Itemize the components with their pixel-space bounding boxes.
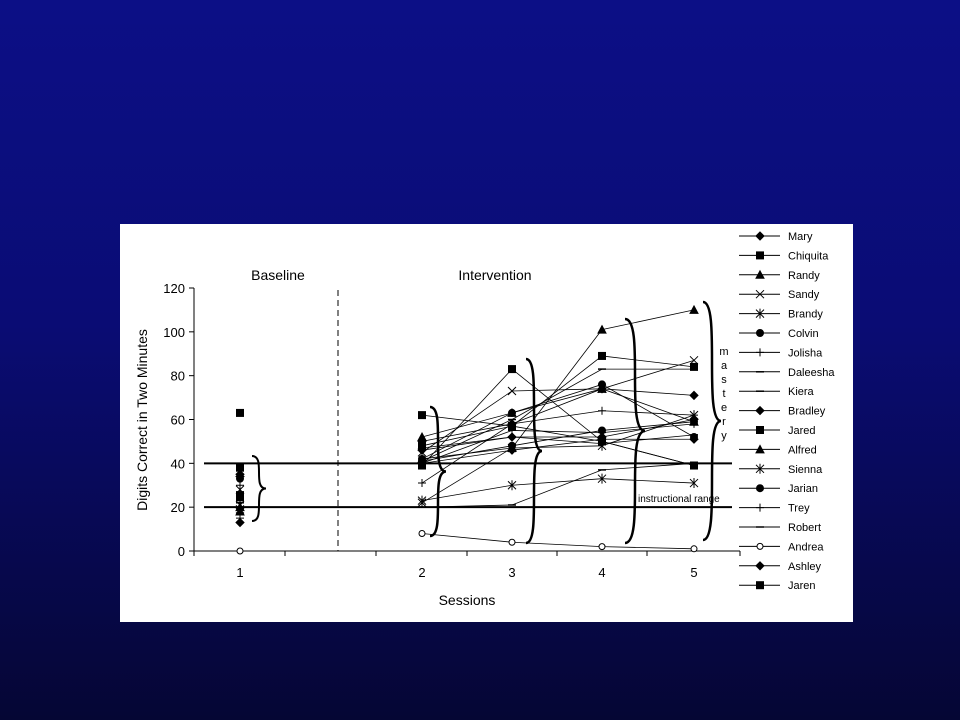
- legend-item-alfred: [739, 444, 817, 456]
- legend-marker: [756, 232, 764, 240]
- legend-item-jaren: [739, 580, 816, 592]
- y-tick-label: 40: [170, 456, 185, 472]
- data-point: [690, 306, 698, 314]
- data-point: [599, 544, 605, 550]
- legend-label: Jarian: [788, 483, 818, 496]
- legend-marker: [757, 543, 763, 549]
- legend-item-chiquita: [739, 250, 829, 262]
- data-point: [237, 464, 244, 471]
- x-tick-label: 2: [418, 565, 426, 580]
- mastery-letter: a: [720, 360, 728, 372]
- mastery-letter: r: [722, 416, 726, 428]
- legend-marker: [757, 330, 764, 337]
- series-jarian: [237, 381, 698, 471]
- phase-label-baseline: Baseline: [251, 267, 305, 283]
- phase-label-intervention: Intervention: [458, 267, 532, 283]
- legend-item-bradley: [739, 406, 826, 418]
- series-ashley: [236, 435, 698, 526]
- series-chiquita: [237, 352, 698, 449]
- legend-marker: [756, 562, 764, 570]
- legend-label: Kiera: [788, 386, 814, 399]
- series-line: [422, 533, 694, 548]
- legend-label: Bradley: [788, 405, 826, 418]
- data-point: [236, 500, 244, 510]
- legend-label: Brandy: [788, 308, 823, 321]
- series-robert: [236, 463, 698, 507]
- data-point: [690, 391, 698, 399]
- legend-item-randy: [739, 270, 820, 282]
- data-point: [509, 539, 515, 545]
- data-point: [509, 366, 516, 373]
- series-randy: [236, 306, 698, 515]
- legend-item-ashley: [739, 561, 822, 573]
- legend-label: Trey: [788, 502, 810, 515]
- data-point: [237, 548, 243, 554]
- series-line: [422, 415, 694, 503]
- y-axis-label: Digits Correct in Two Minutes: [134, 329, 150, 511]
- data-point: [418, 433, 426, 441]
- series-colvin: [237, 418, 698, 482]
- legend-label: Alfred: [788, 444, 817, 457]
- data-point: [236, 519, 244, 527]
- legend-label: Sandy: [788, 289, 820, 302]
- legend-label: Sienna: [788, 463, 823, 476]
- x-tick-label: 4: [598, 565, 606, 580]
- series-alfred: [236, 385, 698, 511]
- data-point: [509, 409, 516, 416]
- brace-baseline: [252, 456, 266, 521]
- legend-label: Andrea: [788, 541, 824, 554]
- brace-session-2: [430, 407, 446, 536]
- mastery-label: [719, 346, 728, 442]
- legend-marker: [757, 582, 764, 589]
- x-tick-label: 1: [236, 565, 244, 580]
- legend-item-sienna: [739, 464, 823, 476]
- legend: [739, 231, 835, 592]
- labels: [134, 267, 720, 608]
- legend-marker: [757, 485, 764, 492]
- mastery-letter: m: [719, 346, 729, 358]
- legend-item-andrea: [739, 541, 824, 553]
- legend-item-brandy: [739, 309, 823, 321]
- legend-item-trey: [739, 503, 810, 515]
- legend-label: Ashley: [788, 560, 822, 573]
- data-point: [599, 438, 606, 445]
- legend-label: Mary: [788, 231, 813, 243]
- x-tick-label: 5: [690, 565, 698, 580]
- x-axis-label: Sessions: [438, 592, 496, 608]
- legend-label: Daleesha: [788, 366, 835, 379]
- y-tick-label: 100: [163, 324, 185, 340]
- legend-label: Chiquita: [788, 250, 829, 263]
- x-tick-label: 3: [508, 565, 516, 580]
- instructional-range-label: instructional range: [638, 494, 720, 505]
- chart-svg: [120, 224, 853, 622]
- mastery-letter: t: [722, 388, 726, 400]
- legend-item-mary: [739, 231, 813, 243]
- legend-item-sandy: [739, 289, 820, 301]
- data-point: [237, 409, 244, 416]
- y-tick-label: 60: [170, 412, 185, 428]
- legend-label: Randy: [788, 269, 820, 282]
- series-jolisha: [236, 407, 698, 490]
- y-tick-label: 0: [177, 544, 185, 559]
- legend-item-jolisha: [739, 347, 823, 359]
- series-line: [422, 369, 694, 461]
- legend-label: Jolisha: [788, 347, 823, 360]
- legend-item-colvin: [739, 328, 819, 340]
- legend-label: Robert: [788, 522, 822, 534]
- legend-label: Colvin: [788, 328, 819, 340]
- legend-label: Jaren: [788, 580, 816, 593]
- data-point: [691, 462, 698, 469]
- axes: [163, 281, 740, 580]
- data-point: [236, 481, 244, 489]
- chart-panel: [120, 224, 853, 622]
- legend-item-kiera: [739, 386, 815, 398]
- y-tick-label: 120: [163, 281, 185, 296]
- data-point: [419, 412, 426, 419]
- series-group: [236, 306, 698, 554]
- legend-marker: [756, 504, 764, 512]
- data-point: [599, 352, 606, 359]
- data-point: [691, 546, 697, 552]
- data-point: [598, 407, 606, 415]
- legend-marker: [756, 407, 764, 415]
- legend-item-jared: [739, 425, 816, 437]
- mastery-letter: s: [721, 374, 727, 386]
- data-point: [419, 530, 425, 536]
- legend-marker: [757, 427, 764, 434]
- data-point: [599, 381, 606, 388]
- brace-session-3: [526, 359, 542, 543]
- data-point: [509, 423, 516, 430]
- legend-item-jarian: [739, 483, 818, 495]
- series-brandy: [236, 474, 698, 506]
- legend-item-robert: [739, 522, 821, 534]
- mastery-letter: e: [720, 402, 728, 414]
- legend-label: Jared: [788, 425, 816, 437]
- legend-marker: [756, 348, 764, 356]
- series-sandy: [236, 356, 698, 513]
- data-point: [418, 479, 426, 487]
- data-point: [237, 493, 244, 500]
- y-tick-label: 20: [170, 500, 185, 516]
- legend-item-daleesha: [739, 367, 835, 379]
- legend-marker: [757, 252, 764, 259]
- y-tick-label: 80: [170, 368, 185, 384]
- mastery-letter: y: [721, 430, 727, 442]
